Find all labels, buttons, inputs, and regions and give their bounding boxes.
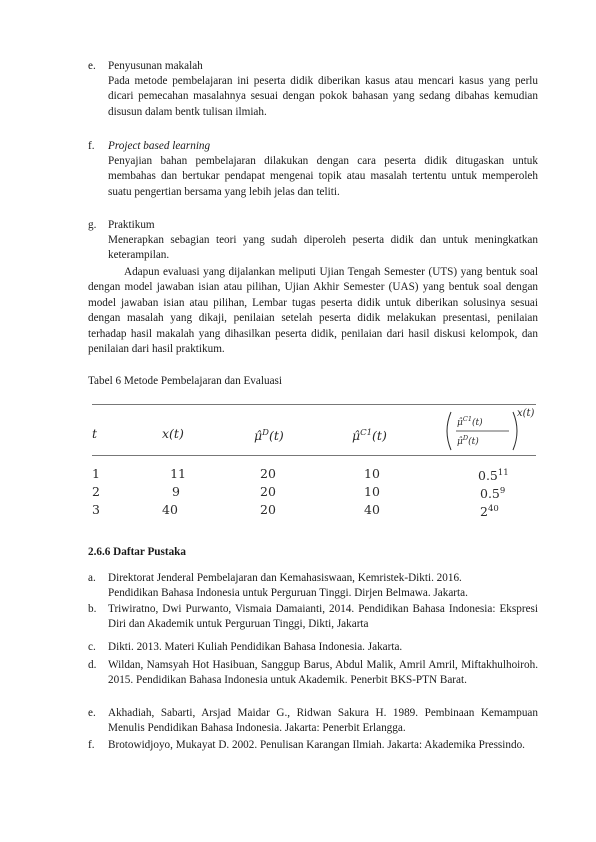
- reference-f-marker: f.: [88, 739, 95, 751]
- header-t: t: [92, 426, 98, 441]
- method-e-body: Pada metode pembelajaran ini peserta didik diberikan kasus atau mencari kasus yang perlu dicari pemecahan masalahnya sesuai dengan pokok bahasan yang sedang dibahas kemudian disusun dalam bentk tulisan ilmiah.: [108, 75, 538, 118]
- reference-a-marker: a.: [88, 572, 96, 584]
- reference-b-text: Triwiratno, Dwi Purwanto, Vismaia Damaianti, 2014. Pendidikan Bahasa Indonesia: Ekspresi Diri dan Akademik untuk Perguruan Tinggi, Dikti, Jakarta: [108, 603, 538, 631]
- reference-a-text: Direktorat Jenderal Pembelajaran dan Kemahasiswaan, Kemristek-Dikti. 2016.: [108, 572, 462, 584]
- row-3-mu-d: 20: [260, 502, 276, 517]
- reference-e-text: Akhadiah, Sabarti, Arsjad Maidar G., Ridwan Sakura H. 1989. Pembinaan Kemampuan Menulis Pendidikan Bahasa Indonesia. Jakarta: Penerbit Erlangga.: [108, 707, 538, 735]
- row-2-ratio: $0.5^9$: [480, 486, 506, 502]
- ratio-denominator: μ̂$^D$(t): [457, 434, 479, 447]
- header-x: x(t): [162, 426, 184, 441]
- method-g-title: Praktikum: [108, 219, 155, 231]
- row-3-ratio: $2^{40}$: [480, 504, 499, 520]
- references-heading: 2.6.6 Daftar Pustaka: [88, 546, 186, 558]
- row-3-t: 3: [92, 502, 100, 517]
- table-header-rule: [92, 455, 536, 456]
- method-g-marker: g.: [88, 219, 97, 231]
- reference-e-marker: e.: [88, 707, 96, 719]
- reference-b-marker: b.: [88, 603, 97, 615]
- ratio-numerator: μ̂$^{C1}$(t): [457, 415, 483, 428]
- reference-f-text: Brotowidjoyo, Mukayat D. 2002. Penulisan Karangan Ilmiah. Jakarta: Akademika Pressindo.: [108, 739, 525, 751]
- method-f-body: Penyajian bahan pembelajaran dilakukan dengan cara peserta didik ditugaskan untuk membahas dan bertukar pendapat mengenai topik atau masalah tertentu untuk memperoleh suatu pengertian bersama yang lebih jelas dan teliti.: [108, 155, 538, 198]
- row-3-mu-c1: 40: [364, 502, 380, 517]
- row-1-ratio: $0.5^{11}$: [478, 468, 509, 484]
- row-2-mu-d: 20: [260, 484, 276, 499]
- ratio-exponent: x(t): [517, 408, 535, 419]
- reference-a-text-2: Pendidikan Bahasa Indonesia untuk Perguruan Tinggi. Dirjen Belmawa. Jakarta.: [108, 587, 468, 600]
- evaluation-table: [88, 400, 540, 528]
- row-1-t: 1: [92, 466, 100, 481]
- row-2-x: 9: [172, 484, 180, 499]
- evaluation-paragraph: Adapun evaluasi yang dijalankan meliputi Ujian Tengah Semester (UTS) yang bentuk soal dengan model jawaban isian atau pilihan, Ujian Akhir Semester (UAS) yang bentuk soal dengan model jawaban isian atau pilihan, Lembar tugas peserta didik untuk diberikan solusinya sesuai dengan masalah yang dikaji, penilaian setelah peserta didik melakukan presentasi, penilaian terhadap hasil makalah yang dihasilkan peserta didik, penilaian dari hasil diskusi kelompok, dan penilaian dari hasil praktikum.: [88, 266, 538, 356]
- row-1-mu-d: 20: [260, 466, 276, 481]
- header-mu-d: μ̂$^D$(t): [254, 428, 284, 444]
- header-ratio: [443, 408, 539, 458]
- row-2-t: 2: [92, 484, 100, 499]
- reference-d-marker: d.: [88, 659, 97, 671]
- method-f-title: Project based learning: [108, 140, 211, 152]
- reference-d-text: Wildan, Namsyah Hot Hasibuan, Sanggup Barus, Abdul Malik, Amril Amril, Miftakhulhoiroh. 2015. Pendidikan Bahasa Indonesia untuk Akademik. Penerbit BKS-PTN Barat.: [108, 659, 538, 687]
- header-mu-c1: μ̂$^{C1}$(t): [352, 428, 387, 444]
- row-1-x: 11: [170, 466, 186, 481]
- method-e-marker: e.: [88, 60, 96, 72]
- method-f-marker: f.: [88, 140, 95, 152]
- table-caption: Tabel 6 Metode Pembelajaran dan Evaluasi: [88, 375, 282, 387]
- reference-c-text: Dikti. 2013. Materi Kuliah Pendidikan Bahasa Indonesia. Jakarta.: [108, 641, 403, 653]
- row-3-x: 40: [162, 502, 178, 517]
- row-2-mu-c1: 10: [364, 484, 380, 499]
- method-e-title: Penyusunan makalah: [108, 60, 203, 72]
- method-g-body: Menerapkan sebagian teori yang sudah diperoleh peserta didik dan untuk meningkatkan keterampilan.: [108, 234, 538, 262]
- row-1-mu-c1: 10: [364, 466, 380, 481]
- table-top-rule: [92, 404, 536, 405]
- reference-c-marker: c.: [88, 641, 96, 653]
